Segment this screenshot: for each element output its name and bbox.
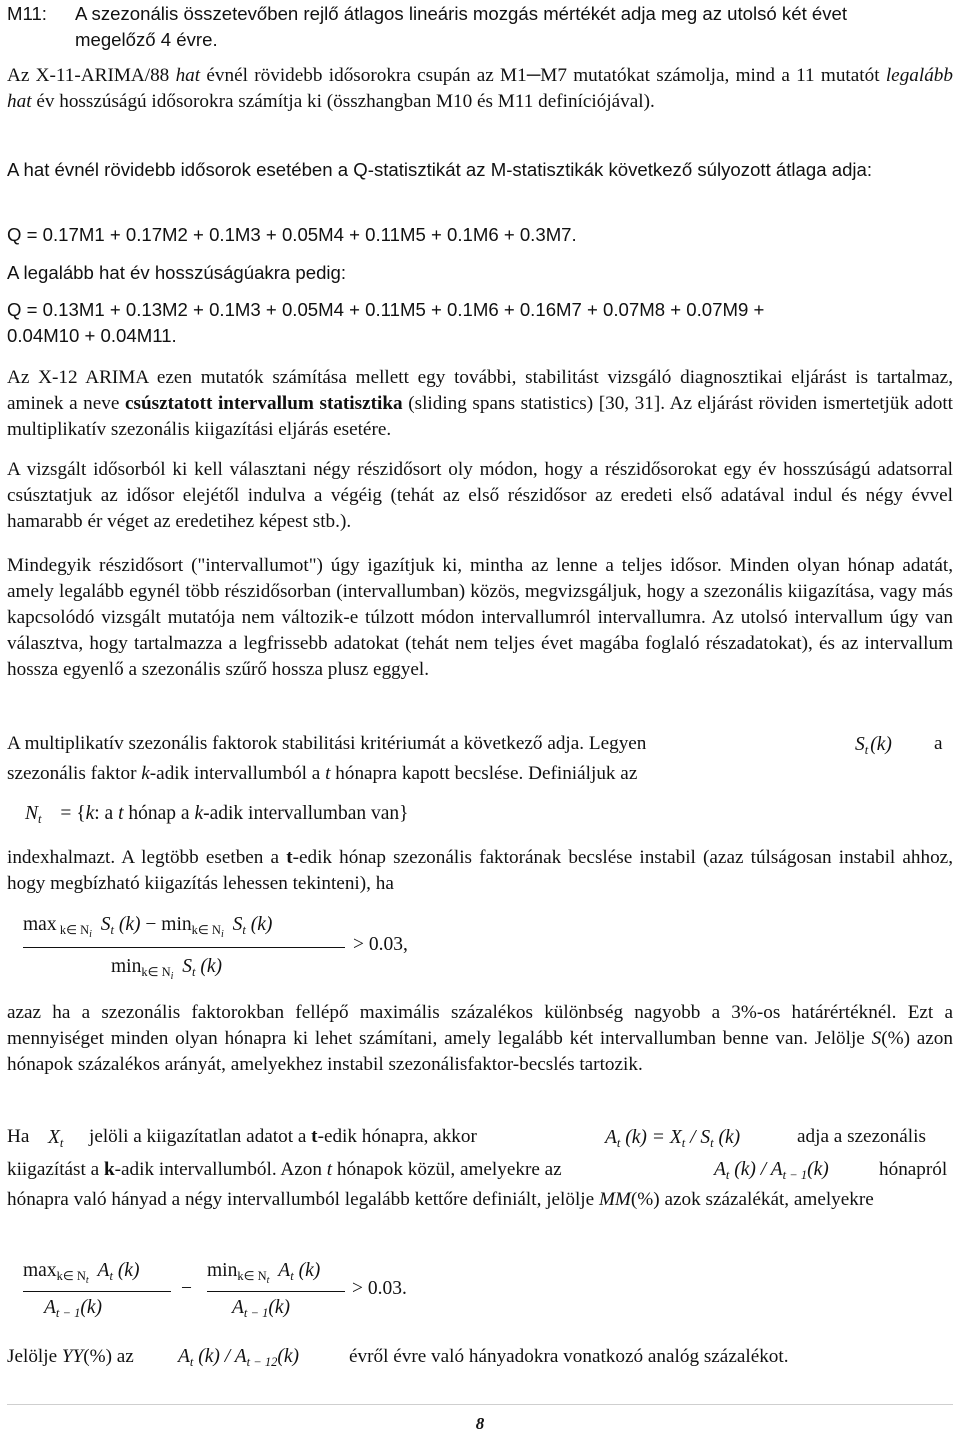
paragraph-x12-arima	[7, 365, 953, 443]
formula-q-long-line1: Q = 0.13M1 + 0.13M2 + 0.1M3 + 0.05M4 + 0.11M5 + 0.1M6 + 0.16M7 + 0.07M8 + 0.07M9 +	[7, 299, 765, 320]
para11-b: (k) / A	[198, 1346, 247, 1367]
inequality-month-ratio	[7, 1258, 527, 1328]
para11-a1: A	[178, 1346, 190, 1367]
para10-a: A	[605, 1127, 617, 1148]
def-k: k	[85, 803, 95, 824]
para10-div-s: / S	[690, 1127, 711, 1148]
para10-eq-x: (k) = X	[625, 1127, 682, 1148]
paragraph-index-set	[7, 845, 953, 897]
def-rest3: -adik intervallumban van}	[203, 803, 409, 824]
para7-text-k: k	[141, 763, 150, 784]
para7-s: S	[855, 734, 865, 755]
para7-s-sub: t	[864, 743, 869, 757]
para9-text: azaz ha a szezonális faktorokban fellépő maximális százalékos különbség nagyobb a 3%-os határértéknél. Ezt a mennyiséget minden olyan hónapra ki lehet számítani, amely legalább két intervallumban benne van. Jelölje	[7, 1002, 953, 1049]
ineq1-k3: (k)	[200, 956, 223, 977]
ineq1-threshold	[353, 934, 408, 956]
m11-line2: megelőző 4 évre.	[75, 29, 218, 50]
ineq1-s2-sub: t	[242, 923, 246, 937]
para1-text-a: Az X-11-ARIMA/88	[7, 65, 176, 86]
def-t2: t	[118, 803, 124, 824]
para9-end: (%) azon hónapok százalékos arányát, amelyekhez instabil szezonálisfaktor-becslés tartozik.	[7, 1028, 953, 1075]
ineq1-minus: −	[145, 914, 157, 935]
ineq1-max: max	[23, 914, 57, 935]
para11-c: (k)	[277, 1346, 299, 1367]
def-n: N	[25, 803, 39, 824]
ineq1-s1-sub: t	[110, 923, 115, 937]
ineq1-min2: min	[111, 956, 142, 977]
para7-text-c: -adik intervallumból a	[149, 763, 326, 784]
ineq1-min2-subi: i	[170, 971, 174, 982]
para8-text-b: -edik hónap szezonális faktorának becslése instabil (azaz túlságosan instabil ahhoz, hogy megbízható kiigazítás lehessen tekinteni), ha	[7, 847, 953, 894]
para7-a2: a	[934, 733, 943, 754]
ineq2-a4-sub: t − 1	[243, 1306, 269, 1320]
para1-text-b: hat	[175, 65, 201, 86]
para4-text-a: Az X-12 ARIMA ezen mutatók számítása mellett egy további, stabilitást vizsgáló diagnosztikai eljárást is tartalmaz, aminek a neve	[7, 367, 953, 414]
paragraph-subseries: A vizsgált idősorból ki kell választani négy részidősort oly módon, hogy a részidősorokat egy év hosszúságú adatsorral csúsztatjuk az idősor elejétől indulva a végéig (tehát az első részidősor az eredeti első adatával indul és négy évvel hamarabb ér véget az eredetihez képest stb.).	[7, 459, 953, 532]
para10-f2-sub2: t − 1	[782, 1168, 808, 1182]
para1-text-c: évnél rövidebb idősorokra csupán az M1─M7 mutatókat számolja, mind a 11 mutatót	[200, 65, 886, 86]
para10-text-b: jelöli a kiigazítatlan adatot a	[89, 1126, 312, 1147]
para10-text-j: (%) azok százalékát, amelyekre	[630, 1189, 874, 1210]
footer-divider	[7, 1404, 953, 1405]
paragraph-max-difference	[7, 1000, 953, 1078]
formula-q-long-2	[7, 323, 953, 349]
para8-t: t	[286, 847, 293, 868]
ineq1-numerator	[23, 914, 273, 940]
ineq2-max-subi: t	[85, 1275, 89, 1286]
ineq1-min1-subi: i	[220, 929, 224, 940]
paragraph-multiplicative	[7, 731, 953, 791]
paragraph-x11-arima	[7, 63, 953, 115]
inequality-stability	[7, 910, 507, 990]
ineq2-min-subi: t	[266, 1275, 270, 1286]
ineq2-min-sub: k∈ N	[237, 1269, 267, 1283]
m11-line1: A szezonális összetevőben rejlő átlagos lineáris mozgás mértékét adja meg az utolsó két évet	[75, 3, 848, 24]
para9-s: S	[871, 1028, 882, 1049]
ineq1-comma: ,	[403, 934, 408, 955]
def-k2: k	[194, 803, 204, 824]
ineq2-fraction-bar1	[23, 1291, 171, 1292]
ineq2-threshold: > 0.03.	[352, 1278, 407, 1299]
ineq1-s3: S	[182, 956, 193, 977]
ineq1-k2: (k)	[250, 914, 273, 935]
para10-text-h: hónapról	[879, 1159, 948, 1180]
formula-q-long-line2: 0.04M10 + 0.04M11.	[7, 325, 177, 346]
formula-q-short: Q = 0.17M1 + 0.17M2 + 0.1M3 + 0.05M4 + 0.11M5 + 0.1M6 + 0.3M7.	[7, 224, 577, 245]
ineq2-a3-sub: t	[290, 1269, 294, 1283]
para10-a-sub: t	[616, 1136, 621, 1150]
para10-k: (k)	[718, 1127, 741, 1148]
para10-line3	[7, 1187, 953, 1213]
ineq1-denominator	[111, 956, 223, 982]
ineq1-s2: S	[232, 914, 243, 935]
ineq2-den2	[232, 1297, 290, 1319]
para10-k2: k	[103, 1159, 115, 1180]
para10-f2-c: (k)	[807, 1159, 829, 1180]
page-number: 8	[475, 1414, 485, 1433]
para11-text-a	[7, 1344, 134, 1370]
ineq2-den1	[44, 1297, 102, 1319]
para10-s-sub: t	[710, 1136, 714, 1150]
para4-text-c: (sliding spans statistics) [30, 31]. Az eljárást röviden ismertetjük adott multiplikatív szezonális kiigazítási eljárás esetére.	[7, 393, 954, 440]
ineq2-k4: (k)	[268, 1297, 290, 1318]
para10-f2-sub1: t	[725, 1168, 730, 1182]
para10-text-i: hónapra való hányad a négy intervallumból legalább kettőre definiált, jelölje	[7, 1189, 599, 1210]
para10-text1	[89, 1124, 477, 1150]
def-rest2: hónap a	[123, 803, 195, 824]
ineq1-min1-sub: k∈ N	[191, 923, 221, 937]
para10-formula2	[714, 1159, 829, 1181]
ineq1-k1: (k)	[118, 914, 141, 935]
para10-text-c: -edik hónapra, akkor	[317, 1126, 477, 1147]
formula-q-long	[7, 297, 953, 323]
para10-t: t	[311, 1126, 318, 1147]
para11-text-c: évről évre való hányadokra vonatkozó analóg százalékot.	[349, 1346, 789, 1367]
ineq2-minus: −	[181, 1278, 192, 1299]
ineq2-a1: A	[97, 1260, 110, 1281]
para11-yy: YY	[61, 1346, 84, 1367]
def-rest1: : a	[94, 803, 119, 824]
para10-text-d: adja a szezonális	[797, 1126, 926, 1147]
paragraph-intervals: Mindegyik részidősort ("intervallumot") úgy igazítjuk ki, mintha az lenne a teljes idősor. Minden olyan hónap adatát, amely legalább egynél több részidősorban (intervallumban) közös, megvizsgáljuk, hogy a szezonális kiigazítása, vagy más kapcsolódó vizsgált mutatója nem változik-e túlzott módon intervallumról intervallumra. Az utolsó intervallum úgy van választva, hogy tartalmazza a legfrissebb adatokat (tehát nem teljes évet magába foglaló részadatokat), és az intervallum hossza egyenlő a szezonális szűrő hossza plusz eggyel.	[7, 555, 953, 680]
para4-bold-term: csúsztatott intervallum statisztika	[124, 393, 403, 414]
definition-nt	[25, 803, 409, 825]
ineq1-fraction-bar	[23, 947, 345, 948]
ineq1-gt: > 0.03	[353, 934, 403, 955]
ineq2-max-sub: k∈ N	[56, 1269, 86, 1283]
paragraph-weighted-average: A hat évnél rövidebb idősorok esetében a Q-statisztikát az M-statisztikák következő súlyozott átlaga adja:	[7, 159, 873, 180]
paragraph-year-over-year	[7, 1344, 953, 1374]
para11-text-b: (%) az	[83, 1346, 134, 1367]
ineq2-num-min	[207, 1260, 321, 1286]
def-n-sub: t	[38, 812, 42, 826]
para10-text-g: hónapok közül, amelyekre az	[332, 1159, 562, 1180]
ineq1-max-subi: i	[89, 929, 92, 940]
ineq2-k1: (k)	[117, 1260, 140, 1281]
ineq2-a4: A	[232, 1297, 244, 1318]
para10-x: X	[48, 1127, 60, 1148]
para10-text-e: kiigazítást a	[7, 1159, 104, 1180]
para7-k: (k)	[870, 734, 892, 755]
para7-line2	[7, 761, 637, 787]
ineq2-k2: (k)	[80, 1297, 102, 1318]
def-eq: = {	[60, 803, 86, 824]
para10-x2-sub: t	[681, 1136, 686, 1150]
para10-f2-a: A	[714, 1159, 726, 1180]
ineq1-max-sub: k∈ N	[59, 923, 90, 937]
m11-text	[75, 1, 953, 53]
paragraph-adjustment	[7, 1124, 953, 1224]
para10-ha: Ha	[7, 1126, 30, 1147]
ineq1-s3-sub: t	[192, 965, 196, 979]
para10-x-sub: t	[59, 1136, 64, 1150]
para10-t3: t	[326, 1159, 333, 1180]
ineq2-min: min	[207, 1260, 238, 1281]
para10-formula1	[605, 1127, 740, 1149]
para8-text-a: indexhalmazt. A legtöbb esetben a	[7, 847, 287, 868]
ineq1-min1: min	[161, 914, 192, 935]
ineq2-num-max	[23, 1260, 140, 1286]
para7-text-b: szezonális faktor	[7, 763, 142, 784]
m11-label: M11:	[7, 3, 47, 24]
para11-jelolje: Jelölje	[7, 1346, 62, 1367]
paragraph-at-least-six: A legalább hat év hosszúságúakra pedig:	[7, 262, 347, 283]
ineq2-a1-sub: t	[109, 1269, 113, 1283]
para7-text-t: t	[325, 763, 331, 784]
ineq1-min2-sub: k∈ N	[141, 965, 171, 979]
para10-mm: MM	[598, 1189, 631, 1210]
ineq1-s1: S	[100, 914, 111, 935]
ineq2-k3: (k)	[298, 1260, 321, 1281]
para1-text-d: legalább hat	[7, 65, 953, 112]
ineq2-max: max	[23, 1260, 57, 1281]
para7-line1-text: A multiplikatív szezonális faktorok stabilitási kritériumát a következő adja. Legyen	[7, 733, 647, 754]
para10-line2	[7, 1157, 562, 1183]
para1-text-e: év hosszúságú idősorokra számítja ki (összhangban M10 és M11 definíciójával).	[31, 91, 655, 112]
para11-formula: $A_t$ $(k) / A_{t - 12}(k)$	[178, 1346, 299, 1369]
ineq2-a3: A	[278, 1260, 291, 1281]
ineq2-a2: A	[44, 1297, 56, 1318]
para10-text-f: -adik intervallumból. Azon	[114, 1159, 327, 1180]
para10-xt	[48, 1127, 63, 1149]
ineq2-fraction-bar2	[207, 1291, 345, 1292]
para7-formula-s	[855, 734, 892, 756]
para7-text-d: hónapra kapott becslése. Definiáljuk az	[330, 763, 638, 784]
para11-sub: t − 12	[246, 1355, 278, 1369]
para10-f2-b: (k) / A	[734, 1159, 783, 1180]
ineq2-a2-sub: t − 1	[55, 1306, 81, 1320]
